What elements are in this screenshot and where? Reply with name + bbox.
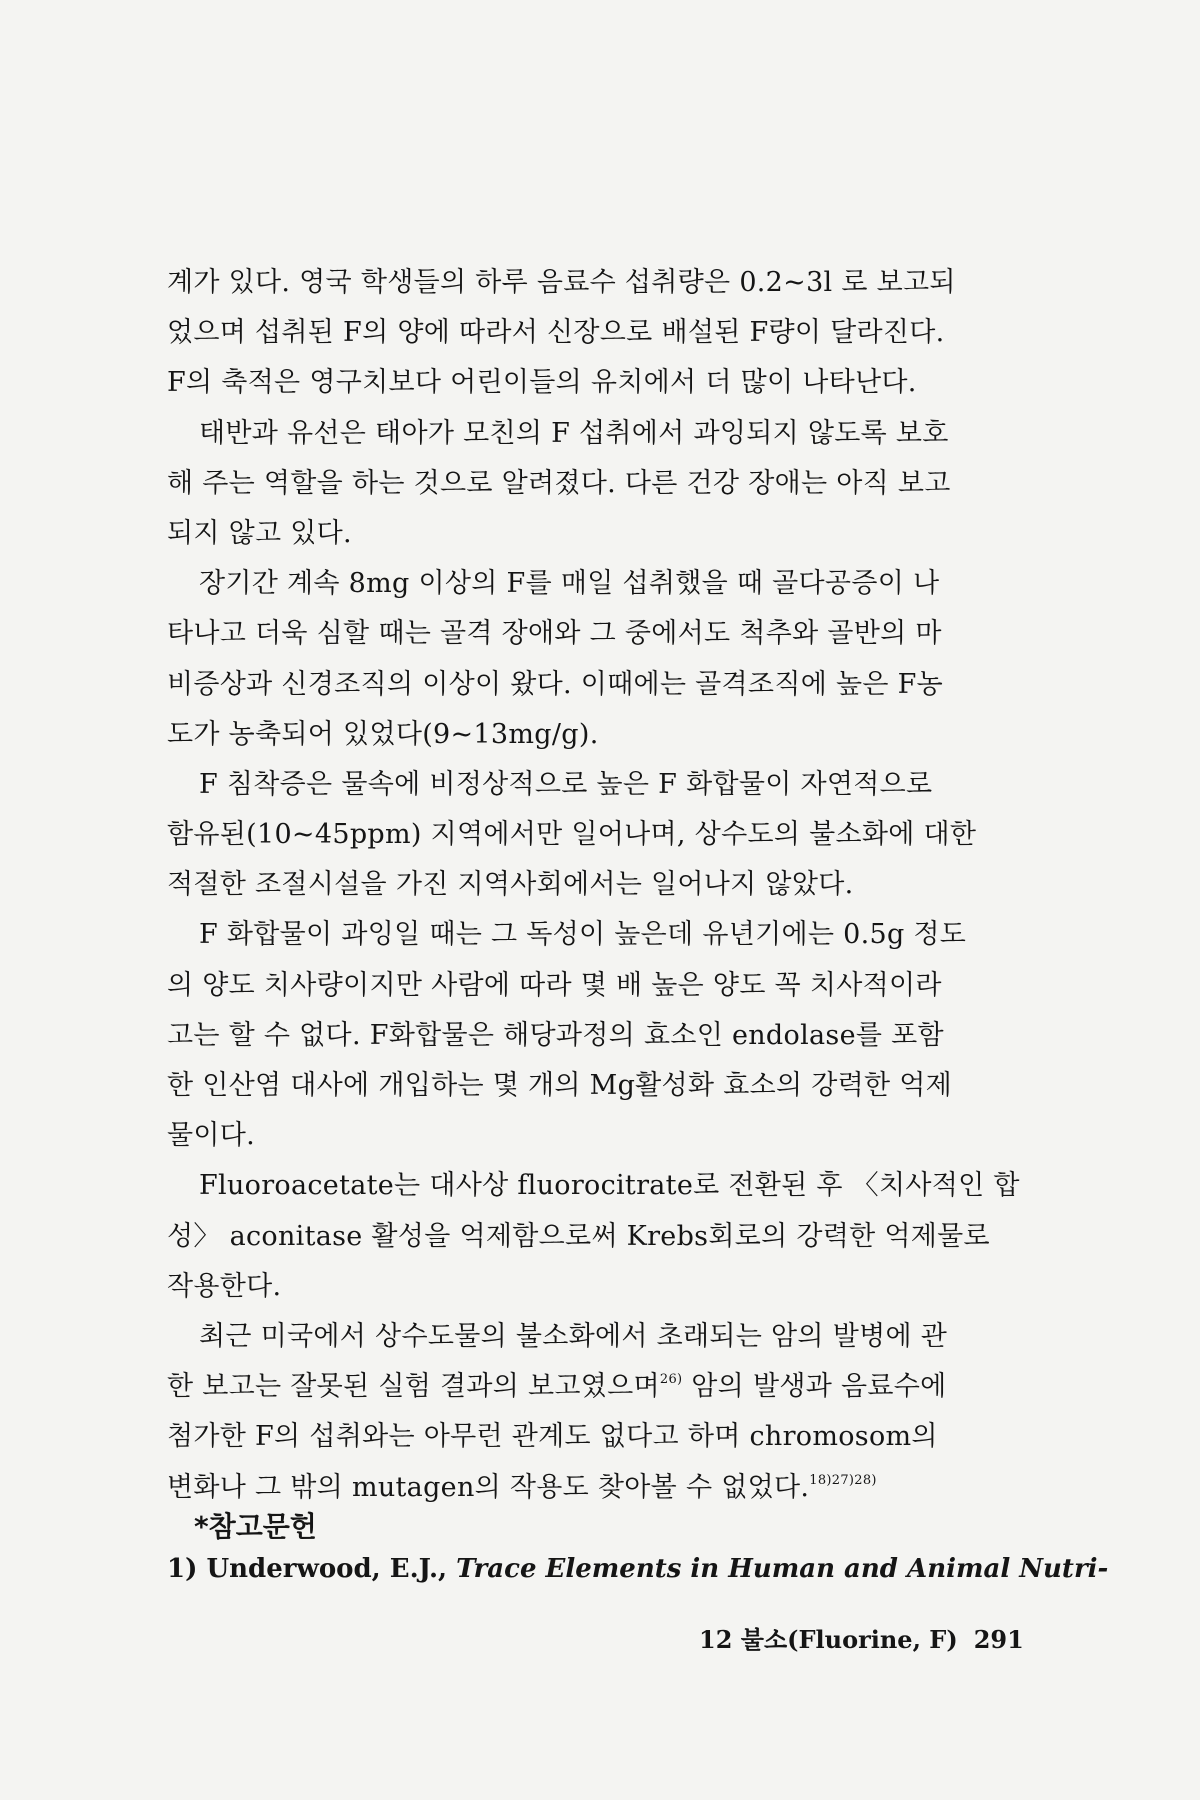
text-line: 성〉 aconitase 활성을 억제함으로써 Krebs회로의 강력한 억제물로 [167, 1220, 990, 1252]
footnote-marker: 26) [659, 1372, 683, 1388]
text-line: Fluoroacetate는 대사상 fluorocitrate로 전환된 후 〈치사적인 합 [199, 1170, 1020, 1202]
text-line: 었으며 섭취된 F의 양에 따라서 신장으로 배설된 F량이 달라진다. [167, 317, 945, 349]
text-run: 암의 발생과 음료수에 [682, 1371, 947, 1403]
text-line: 타나고 더욱 심할 때는 골격 장애와 그 중에서도 척추와 골반의 마 [167, 618, 942, 650]
body-text [167, 258, 1042, 1513]
references-heading: *참고문헌 [194, 1510, 317, 1543]
footnote-marker: 18)27)28) [809, 1472, 877, 1488]
text-line: 첨가한 F의 섭취와는 아무런 관계도 없다고 하며 chromosom의 [167, 1421, 938, 1453]
text-line: F 화합물이 과잉일 때는 그 독성이 높은데 유년기에는 0.5g 정도 [199, 919, 967, 951]
page-number: 291 [973, 1625, 1024, 1654]
text-line: 계가 있다. 영국 학생들의 하루 음료수 섭취량은 0.2~3l 로 보고되 [167, 267, 956, 298]
text-line: 적절한 조절시설을 가진 지역사회에서는 일어나지 않았다. [167, 869, 854, 901]
text-line: 장기간 계속 8mg 이상의 F를 매일 섭취했을 때 골다공증이 나 [199, 568, 940, 600]
text-line: 고는 할 수 없다. F화합물은 해당과정의 효소인 endolase를 포함 [167, 1019, 944, 1051]
text-line: 도가 농축되어 있었다(9~13mg/g). [167, 718, 599, 750]
chapter-title: 12 불소(Fluorine, F) [699, 1625, 958, 1654]
text-run: 변화나 그 밖의 mutagen의 작용도 찾아볼 수 없었다. [167, 1471, 810, 1503]
text-line: 비증상과 신경조직의 이상이 왔다. 이때에는 골격조직에 높은 F농 [167, 668, 944, 700]
text-run: 한 보고는 잘못된 실험 결과의 보고였으며 [167, 1371, 660, 1403]
text-line: 한 인산염 대사에 개입하는 몇 개의 Mg활성화 효소의 강력한 억제 [167, 1070, 953, 1101]
page-footer [699, 1620, 1024, 1655]
reference-authors: 1) Underwood, E.J., [167, 1554, 457, 1584]
reference-title: Trace Elements in Human and Animal Nutri- [456, 1554, 1109, 1584]
text-line: 작용한다. [167, 1270, 282, 1302]
text-line: F의 축적은 영구치보다 어린이들의 유치에서 더 많이 나타난다. [167, 367, 917, 399]
text-line: 함유된(10~45ppm) 지역에서만 일어나며, 상수도의 불소화에 대한 [167, 819, 977, 851]
text-line: 해 주는 역할을 하는 것으로 알려졌다. 다른 건강 장애는 아직 보고 [167, 467, 951, 499]
text-line: 태반과 유선은 태아가 모친의 F 섭취에서 과잉되지 않도록 보호 [199, 417, 949, 449]
text-line: 물이다. [167, 1120, 256, 1152]
reference-item [167, 1554, 1108, 1584]
text-line: 되지 않고 있다. [167, 517, 352, 549]
text-line [167, 1362, 1042, 1412]
text-line: F 침착증은 물속에 비정상적으로 높은 F 화합물이 자연적으로 [199, 768, 933, 800]
text-line: 의 양도 치사량이지만 사람에 따라 몇 배 높은 양도 꼭 치사적이라 [167, 969, 942, 1001]
text-line: 최근 미국에서 상수도물의 불소화에서 초래되는 암의 발병에 관 [199, 1320, 948, 1352]
